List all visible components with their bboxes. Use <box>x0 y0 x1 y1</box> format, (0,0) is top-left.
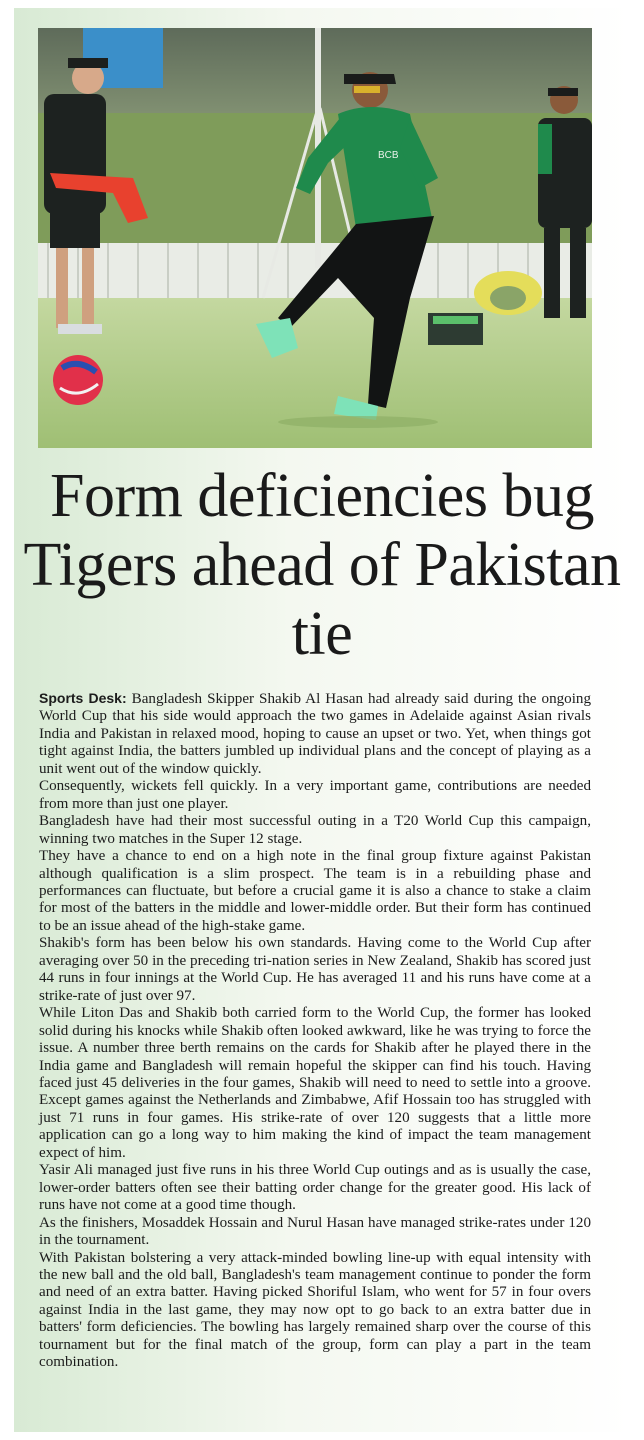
paragraph: Yasir Ali managed just five runs in his three World Cup outings and as is usually the case, lower-order batters often see their batting order change for the greater good. His lack of runs have not come at a good time though. <box>39 1162 591 1214</box>
paragraph: Bangladesh have had their most successful outing in a T20 World Cup this campaign, winning two matches in the Super 12 stage. <box>39 813 591 847</box>
paragraph: While Liton Das and Shakib both carried form to the World Cup, the former has looked solid during his knocks while Shakib often looked awkward, like he was trying to force the issue. A number three berth remains on the cards for Shakib after he played there in the India game and Bangladesh will remain hopeful the skipper can find his touch. Having faced just 45 deliveries in the four games, Shakib will need to need to settle into a groove. Except games against the Netherlands and Zimbabwe, Afif Hossain too has struggled with just 71 runs in four games. His strike-rate of over 120 suggests that a little more application can go a long way to him making the kind of impact the team management expect of him. <box>39 1005 591 1161</box>
paragraph: Shakib's form has been below his own standards. Having come to the World Cup after averaging over 50 in the preceding tri-nation series in New Zealand, Shakib has scored just 44 runs in four innings at the World Cup. He has averaged 11 and his runs have come at a strike-rate of just over 97. <box>39 935 591 1004</box>
article-photo <box>38 28 592 448</box>
paragraph: As the finishers, Mosaddek Hossain and Nurul Hasan have managed strike-rates under 120 in the tournament. <box>39 1214 591 1249</box>
football <box>53 355 103 405</box>
paragraph: With Pakistan bolstering a very attack-minded bowling line-up with equal intensity with the new ball and the old ball, Bangladesh's team management continue to ponder the form and need of an extra batter. Having picked Shoriful Islam, who went for 57 in four overs against India in the last game, they may now opt to go back to an extra batter due in batters' form deficiencies. The bowling has largely remained sharp over the course of this tournament but for the final match of the group, form can play a part in the team combination. <box>39 1249 591 1371</box>
headline: Form deficiencies bug Tigers ahead of Pakistan tie <box>23 462 621 668</box>
practice-session-illustration <box>38 28 592 448</box>
jersey-logo: BCB <box>378 150 399 161</box>
paragraph: Sports Desk: Bangladesh Skipper Shakib Al Hasan had already said during the ongoing World Cup that his side would approach the two games in Adelaide against Asian rivals India and Pakistan in relaxed mood, hoping to cause an upset or two. Yet, when things got tight against India, the batters jumbled up individual plans and the concept of playing as a unit went out of the window quickly. <box>39 690 591 777</box>
paragraph: They have a chance to end on a high note in the final group fixture against Pakistan although qualification is a slim prospect. The team is in a rebuilding phase and performances can fluctuate, but before a crucial game it is also a chance to stake a claim for most of the batters in the middle and lower-middle order. But their form has continued to be an issue ahead of the high-stake game. <box>39 848 591 934</box>
byline: Sports Desk: <box>39 690 127 706</box>
article-body <box>39 690 591 1372</box>
paragraph: Consequently, wickets fell quickly. In a very important game, contributions are needed from more than just one player. <box>39 778 591 812</box>
